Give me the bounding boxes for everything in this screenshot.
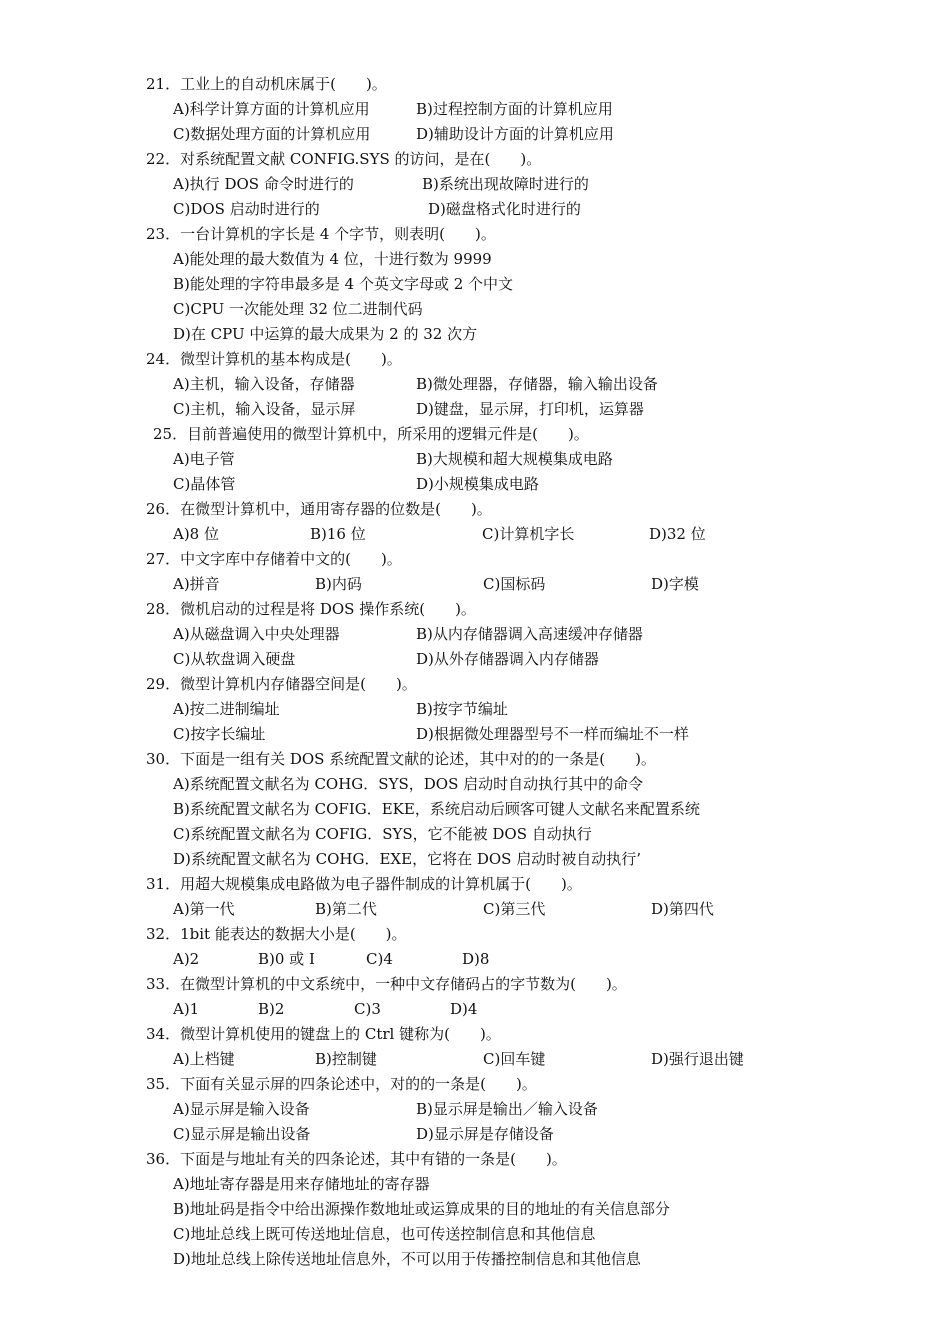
answer-option: B)控制键 xyxy=(315,1050,377,1068)
question-stem: 31．用超大规模集成电路做为电子器件制成的计算机属于( )。 xyxy=(146,875,582,893)
answer-option: D)从外存储器调入内存储器 xyxy=(416,650,599,668)
question-stem: 25．目前普遍使用的微型计算机中，所采用的逻辑元件是( )。 xyxy=(153,425,589,443)
answer-option: B)0 或 I xyxy=(258,950,315,968)
answer-option: B)显示屏是输出／输入设备 xyxy=(416,1100,598,1118)
answer-option: A)拼音 xyxy=(173,575,220,593)
answer-option: C)主机，输入设备，显示屏 xyxy=(173,400,356,418)
answer-option: D)小规模集成电路 xyxy=(416,475,539,493)
question-stem: 32．1bit 能表达的数据大小是( )。 xyxy=(146,925,407,943)
answer-option: A)显示屏是输入设备 xyxy=(173,1100,310,1118)
answer-option: D)强行退出键 xyxy=(651,1050,744,1068)
answer-option: D)32 位 xyxy=(649,525,706,543)
answer-option: B)过程控制方面的计算机应用 xyxy=(416,100,613,118)
answer-option: C)数据处理方面的计算机应用 xyxy=(173,125,371,143)
answer-option: B)从内存储器调入高速缓冲存储器 xyxy=(416,625,643,643)
question-stem: 28．微机启动的过程是将 DOS 操作系统( )。 xyxy=(146,600,476,618)
answer-option: D)根据微处理器型号不一样而编址不一样 xyxy=(416,725,689,743)
answer-option: D)键盘，显示屏，打印机，运算器 xyxy=(416,400,644,418)
answer-option: B)微处理器，存储器，输入输出设备 xyxy=(416,375,658,393)
answer-option: C)按字长编址 xyxy=(173,725,266,743)
answer-option: A)主机，输入设备，存储器 xyxy=(173,375,355,393)
answer-option: D)辅助设计方面的计算机应用 xyxy=(416,125,614,143)
answer-option: C)晶体管 xyxy=(173,475,236,493)
question-stem: 29．微型计算机内存储器空间是( )。 xyxy=(146,675,417,693)
answer-option: A)从磁盘调入中央处理器 xyxy=(173,625,340,643)
answer-option: A)2 xyxy=(173,950,200,968)
answer-option: B)内码 xyxy=(315,575,362,593)
answer-option: D)地址总线上除传送地址信息外，不可以用于传播控制信息和其他信息 xyxy=(173,1250,641,1268)
answer-option: A)系统配置文献名为 COHG．SYS，DOS 启动时自动执行其中的命令 xyxy=(173,775,644,793)
question-stem: 24．微型计算机的基本构成是( )。 xyxy=(146,350,402,368)
answer-option: D)8 xyxy=(462,950,490,968)
answer-option: B)地址码是指令中给出源操作数地址或运算成果的目的地址的有关信息部分 xyxy=(173,1200,670,1218)
answer-option: A)1 xyxy=(173,1000,200,1018)
answer-option: A)第一代 xyxy=(173,900,235,918)
answer-option: C)国标码 xyxy=(483,575,546,593)
answer-option: B)大规模和超大规模集成电路 xyxy=(416,450,613,468)
answer-option: B)第二代 xyxy=(315,900,377,918)
answer-option: B)系统配置文献名为 COFIG．EKE，系统启动后顾客可键人文献名来配置系统 xyxy=(173,800,700,818)
answer-option: B)16 位 xyxy=(310,525,366,543)
answer-option: D)磁盘格式化时进行的 xyxy=(428,200,581,218)
answer-option: B)2 xyxy=(258,1000,285,1018)
question-stem: 35．下面有关显示屏的四条论述中，对的的一条是( )。 xyxy=(146,1075,537,1093)
answer-option: D)4 xyxy=(450,1000,478,1018)
question-stem: 21．工业上的自动机床属于( )。 xyxy=(146,75,387,93)
question-stem: 30．下面是一组有关 DOS 系统配置文献的论述，其中对的的一条是( )。 xyxy=(146,750,656,768)
answer-option: C)3 xyxy=(354,1000,381,1018)
answer-option: A)地址寄存器是用来存储地址的寄存器 xyxy=(173,1175,430,1193)
answer-option: A)8 位 xyxy=(173,525,219,543)
question-stem: 23．一台计算机的字长是 4 个字节，则表明( )。 xyxy=(146,225,496,243)
answer-option: D)第四代 xyxy=(651,900,714,918)
answer-option: C)显示屏是输出设备 xyxy=(173,1125,311,1143)
question-stem: 26．在微型计算机中，通用寄存器的位数是( )。 xyxy=(146,500,492,518)
answer-option: B)按字节编址 xyxy=(416,700,508,718)
answer-option: D)字模 xyxy=(651,575,699,593)
question-stem: 33．在微型计算机的中文系统中，一种中文存储码占的字节数为( )。 xyxy=(146,975,627,993)
answer-option: A)执行 DOS 命令时进行的 xyxy=(173,175,354,193)
answer-option: C)CPU 一次能处理 32 位二进制代码 xyxy=(173,300,423,318)
answer-option: C)第三代 xyxy=(483,900,546,918)
answer-option: B)能处理的字符串最多是 4 个英文字母或 2 个中文 xyxy=(173,275,514,293)
answer-option: D)系统配置文献名为 COHG．EXE，它将在 DOS 启动时被自动执行’ xyxy=(173,850,641,868)
answer-option: A)能处理的最大数值为 4 位，十进行数为 9999 xyxy=(173,250,492,268)
question-stem: 34．微型计算机使用的键盘上的 Ctrl 键称为( )。 xyxy=(146,1025,501,1043)
question-stem: 22．对系统配置文献 CONFIG.SYS 的访问，是在( )。 xyxy=(146,150,542,168)
answer-option: D)在 CPU 中运算的最大成果为 2 的 32 次方 xyxy=(173,325,478,343)
answer-option: C)计算机字长 xyxy=(482,525,575,543)
answer-option: C)4 xyxy=(366,950,393,968)
answer-option: C)回车键 xyxy=(483,1050,546,1068)
answer-option: C)从软盘调入硬盘 xyxy=(173,650,296,668)
answer-option: A)按二进制编址 xyxy=(173,700,280,718)
answer-option: A)电子管 xyxy=(173,450,235,468)
question-stem: 27．中文字库中存储着中文的( )。 xyxy=(146,550,402,568)
answer-option: B)系统出现故障时进行的 xyxy=(422,175,589,193)
answer-option: C)地址总线上既可传送地址信息，也可传送控制信息和其他信息 xyxy=(173,1225,596,1243)
answer-option: A)上档键 xyxy=(173,1050,235,1068)
answer-option: D)显示屏是存储设备 xyxy=(416,1125,554,1143)
question-stem: 36．下面是与地址有关的四条论述，其中有错的一条是( )。 xyxy=(146,1150,567,1168)
answer-option: C)系统配置文献名为 COFIG．SYS，它不能被 DOS 自动执行 xyxy=(173,825,592,843)
answer-option: A)科学计算方面的计算机应用 xyxy=(173,100,370,118)
answer-option: C)DOS 启动时进行的 xyxy=(173,200,320,218)
